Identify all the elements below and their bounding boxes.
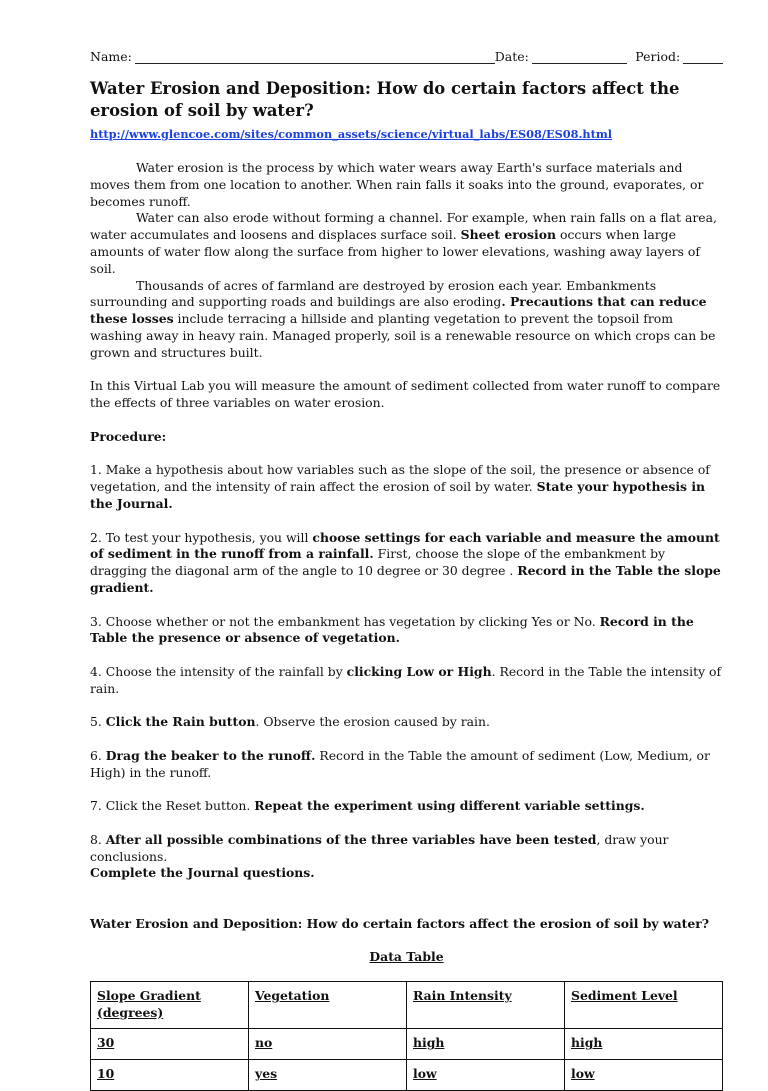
table-row [91, 1060, 723, 1091]
intro-section [90, 160, 723, 966]
table-header-row [91, 982, 723, 1029]
intro-paragraph-1: Water erosion is the process by which water wears away Earth's surface materials and moves them from one location to another. When rain falls it soaks into the ground, evaporates, or becomes runoff. [90, 160, 704, 209]
cell-vegetation[interactable]: no [249, 1029, 407, 1060]
cell-slope[interactable]: 10 [91, 1060, 249, 1091]
period-field[interactable] [683, 49, 723, 64]
procedure-step-6: 6. Drag the beaker to the runoff. Record in the Table the amount of sediment (Low, Medium, or High) in the runoff. [90, 747, 710, 780]
procedure-step-2: 2. To test your hypothesis, you will choose settings for each variable and measure the amount of sediment in the runoff from a rainfall. First, choose the slope of the embankment by dragging the diagonal arm of the angle to 10 degree or 30 degree . Record in the Table the slope gradient. [90, 529, 721, 595]
date-label: Date: [494, 49, 529, 64]
cell-rain-intensity[interactable]: low [407, 1060, 565, 1091]
date-field[interactable] [532, 49, 627, 64]
header-rain-intensity: Rain Intensity [407, 982, 565, 1029]
data-table-title: Data Table [369, 949, 444, 965]
procedure-step-5: 5. Click the Rain button. Observe the erosion caused by rain. [90, 714, 490, 730]
data-table [90, 981, 723, 1091]
period-label: Period: [635, 49, 681, 64]
intro-paragraph-2: Water can also erode without forming a channel. For example, when rain falls on a flat area, water accumulates and loosens and displaces surface soil. Sheet erosion occurs when large amounts of water flow along the surface from higher to lower elevations, washing away layers of soil. [90, 210, 717, 276]
section-question: Water Erosion and Deposition: How do certain factors affect the erosion of soil by water? [90, 915, 709, 931]
cell-rain-intensity[interactable]: high [407, 1029, 565, 1060]
intro-paragraph-3: Thousands of acres of farmland are destroyed by erosion each year. Embankments surrounding and supporting roads and buildings are also eroding. Precautions that can reduce these losses include terracing a hillside and planting vegetation to prevent the topsoil from washing away in heavy rain. Managed properly, soil is a renewable resource on which crops can be grown and structures built. [90, 277, 716, 360]
name-label: Name: [90, 49, 132, 64]
procedure-heading: Procedure: [90, 428, 167, 444]
page-title [90, 78, 723, 145]
procedure-step-7: 7. Click the Reset button. Repeat the experiment using different variable settings. [90, 798, 645, 814]
header-vegetation: Vegetation [249, 982, 407, 1029]
cell-sediment[interactable]: low [565, 1060, 723, 1091]
title-text: Water Erosion and Deposition: How do certain factors affect the erosion of soil by water? [90, 79, 680, 120]
procedure-step-4: 4. Choose the intensity of the rainfall by clicking Low or High. Record in the Table the intensity of rain. [90, 663, 722, 696]
student-info-line [90, 44, 723, 64]
lab-description: In this Virtual Lab you will measure the amount of sediment collected from water runoff to compare the effects of three variables on water erosion. [90, 378, 721, 411]
procedure-step-8: 8. After all possible combinations of the three variables have been tested, draw your conclusions. Complete the Journal questions. [90, 831, 669, 881]
table-row [91, 1029, 723, 1060]
header-sediment-level: Sediment Level [565, 982, 723, 1029]
header-slope-gradient: Slope Gradient (degrees) [91, 982, 249, 1029]
cell-sediment[interactable]: high [565, 1029, 723, 1060]
worksheet-page [90, 44, 723, 1091]
name-field[interactable] [135, 49, 495, 64]
procedure-step-3: 3. Choose whether or not the embankment has vegetation by clicking Yes or No. Record in the Table the presence or absence of vegetation. [90, 613, 694, 646]
cell-vegetation[interactable]: yes [249, 1060, 407, 1091]
cell-slope[interactable]: 30 [91, 1029, 249, 1060]
virtual-lab-link[interactable]: http://www.glencoe.com/sites/common_assets/science/virtual_labs/ES08/ES08.html [90, 127, 613, 141]
procedure-step-1: 1. Make a hypothesis about how variables such as the slope of the soil, the presence or absence of vegetation, and the intensity of rain affect the erosion of soil by water. State your hypothesis in the Journal. [90, 462, 710, 511]
